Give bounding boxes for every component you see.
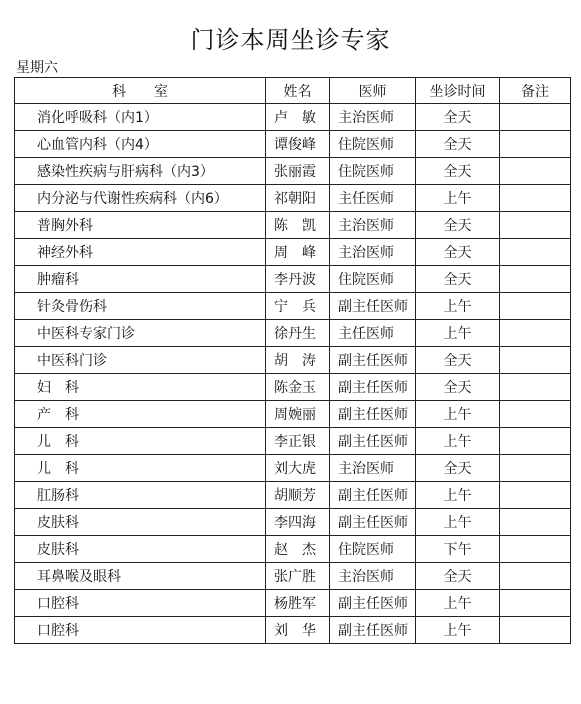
clinic-time-cell: 全天 <box>416 266 500 293</box>
clinic-time-cell: 全天 <box>416 104 500 131</box>
clinic-time-cell: 上午 <box>416 590 500 617</box>
note-cell <box>500 266 571 293</box>
note-cell <box>500 131 571 158</box>
doctor-title-cell: 住院医师 <box>330 536 416 563</box>
table-row <box>15 212 571 239</box>
table-body <box>15 104 571 644</box>
header-dept: 科 室 <box>15 78 266 104</box>
clinic-time-cell: 全天 <box>416 374 500 401</box>
table-row <box>15 320 571 347</box>
note-cell <box>500 428 571 455</box>
note-cell <box>500 293 571 320</box>
table-row <box>15 131 571 158</box>
dept-cell: 神经外科 <box>15 239 266 266</box>
clinic-time-cell: 全天 <box>416 347 500 374</box>
doctor-name-cell: 李四海 <box>266 509 330 536</box>
clinic-time-cell: 上午 <box>416 401 500 428</box>
note-cell <box>500 617 571 644</box>
clinic-time-cell: 上午 <box>416 320 500 347</box>
dept-cell: 心血管内科（内4） <box>15 131 266 158</box>
doctor-name-cell: 张丽霞 <box>266 158 330 185</box>
note-cell <box>500 482 571 509</box>
doctor-title-cell: 主任医师 <box>330 320 416 347</box>
note-cell <box>500 536 571 563</box>
dept-cell: 皮肤科 <box>15 509 266 536</box>
dept-cell: 妇 科 <box>15 374 266 401</box>
doctor-name-cell: 徐丹生 <box>266 320 330 347</box>
doctor-name-cell: 刘大虎 <box>266 455 330 482</box>
schedule-table <box>14 77 571 644</box>
doctor-name-cell: 李正银 <box>266 428 330 455</box>
table-header-row <box>15 78 571 104</box>
note-cell <box>500 347 571 374</box>
doctor-title-cell: 副主任医师 <box>330 428 416 455</box>
note-cell <box>500 212 571 239</box>
doctor-name-cell: 祁朝阳 <box>266 185 330 212</box>
note-cell <box>500 590 571 617</box>
page-title: 门诊本周坐诊专家 <box>190 26 391 54</box>
header-time: 坐诊时间 <box>416 78 500 104</box>
table-row <box>15 428 571 455</box>
clinic-time-cell: 上午 <box>416 293 500 320</box>
doctor-title-cell: 副主任医师 <box>330 509 416 536</box>
header-title: 医师 <box>330 78 416 104</box>
clinic-time-cell: 全天 <box>416 455 500 482</box>
note-cell <box>500 158 571 185</box>
doctor-name-cell: 胡 涛 <box>266 347 330 374</box>
doctor-title-cell: 副主任医师 <box>330 401 416 428</box>
clinic-time-cell: 下午 <box>416 536 500 563</box>
doctor-title-cell: 主治医师 <box>330 563 416 590</box>
note-cell <box>500 509 571 536</box>
note-cell <box>500 455 571 482</box>
doctor-name-cell: 胡顺芳 <box>266 482 330 509</box>
clinic-time-cell: 上午 <box>416 509 500 536</box>
doctor-title-cell: 住院医师 <box>330 158 416 185</box>
note-cell <box>500 374 571 401</box>
table-row <box>15 455 571 482</box>
dept-cell: 口腔科 <box>15 617 266 644</box>
clinic-time-cell: 上午 <box>416 185 500 212</box>
table-row <box>15 239 571 266</box>
doctor-title-cell: 副主任医师 <box>330 617 416 644</box>
doctor-title-cell: 住院医师 <box>330 266 416 293</box>
doctor-name-cell: 张广胜 <box>266 563 330 590</box>
doctor-title-cell: 副主任医师 <box>330 590 416 617</box>
doctor-name-cell: 陈金玉 <box>266 374 330 401</box>
dept-cell: 儿 科 <box>15 428 266 455</box>
clinic-time-cell: 全天 <box>416 212 500 239</box>
dept-cell: 中医科门诊 <box>15 347 266 374</box>
doctor-name-cell: 杨胜军 <box>266 590 330 617</box>
doctor-name-cell: 周婉丽 <box>266 401 330 428</box>
dept-cell: 口腔科 <box>15 590 266 617</box>
doctor-title-cell: 副主任医师 <box>330 374 416 401</box>
table-row <box>15 536 571 563</box>
doctor-name-cell: 卢 敏 <box>266 104 330 131</box>
table-row <box>15 617 571 644</box>
table-row <box>15 374 571 401</box>
doctor-title-cell: 主治医师 <box>330 455 416 482</box>
dept-cell: 产 科 <box>15 401 266 428</box>
clinic-time-cell: 全天 <box>416 239 500 266</box>
dept-cell: 中医科专家门诊 <box>15 320 266 347</box>
table-row <box>15 185 571 212</box>
dept-cell: 肛肠科 <box>15 482 266 509</box>
doctor-title-cell: 副主任医师 <box>330 482 416 509</box>
doctor-name-cell: 周 峰 <box>266 239 330 266</box>
table-row <box>15 158 571 185</box>
table-row <box>15 266 571 293</box>
header-note: 备注 <box>500 78 571 104</box>
note-cell <box>500 239 571 266</box>
note-cell <box>500 320 571 347</box>
doctor-title-cell: 主治医师 <box>330 212 416 239</box>
dept-cell: 儿 科 <box>15 455 266 482</box>
dept-cell: 感染性疾病与肝病科（内3） <box>15 158 266 185</box>
doctor-name-cell: 谭俊峰 <box>266 131 330 158</box>
table-row <box>15 482 571 509</box>
table-row <box>15 563 571 590</box>
dept-cell: 消化呼吸科（内1） <box>15 104 266 131</box>
table-row <box>15 104 571 131</box>
clinic-time-cell: 全天 <box>416 131 500 158</box>
doctor-title-cell: 副主任医师 <box>330 347 416 374</box>
clinic-time-cell: 全天 <box>416 158 500 185</box>
dept-cell: 肿瘤科 <box>15 266 266 293</box>
table-row <box>15 590 571 617</box>
doctor-name-cell: 赵 杰 <box>266 536 330 563</box>
note-cell <box>500 104 571 131</box>
clinic-time-cell: 上午 <box>416 617 500 644</box>
clinic-time-cell: 全天 <box>416 563 500 590</box>
table-row <box>15 401 571 428</box>
doctor-name-cell: 刘 华 <box>266 617 330 644</box>
table-row <box>15 509 571 536</box>
note-cell <box>500 401 571 428</box>
doctor-name-cell: 李丹波 <box>266 266 330 293</box>
doctor-name-cell: 宁 兵 <box>266 293 330 320</box>
header-name: 姓名 <box>266 78 330 104</box>
dept-cell: 耳鼻喉及眼科 <box>15 563 266 590</box>
day-label: 星期六 <box>16 60 58 76</box>
clinic-time-cell: 上午 <box>416 428 500 455</box>
dept-cell: 内分泌与代谢性疾病科（内6） <box>15 185 266 212</box>
dept-cell: 针灸骨伤科 <box>15 293 266 320</box>
dept-cell: 皮肤科 <box>15 536 266 563</box>
table-row <box>15 293 571 320</box>
doctor-title-cell: 住院医师 <box>330 131 416 158</box>
clinic-time-cell: 上午 <box>416 482 500 509</box>
doctor-name-cell: 陈 凯 <box>266 212 330 239</box>
note-cell <box>500 185 571 212</box>
doctor-title-cell: 主治医师 <box>330 239 416 266</box>
doctor-title-cell: 副主任医师 <box>330 293 416 320</box>
doctor-title-cell: 主任医师 <box>330 185 416 212</box>
table-row <box>15 347 571 374</box>
note-cell <box>500 563 571 590</box>
doctor-title-cell: 主治医师 <box>330 104 416 131</box>
dept-cell: 普胸外科 <box>15 212 266 239</box>
